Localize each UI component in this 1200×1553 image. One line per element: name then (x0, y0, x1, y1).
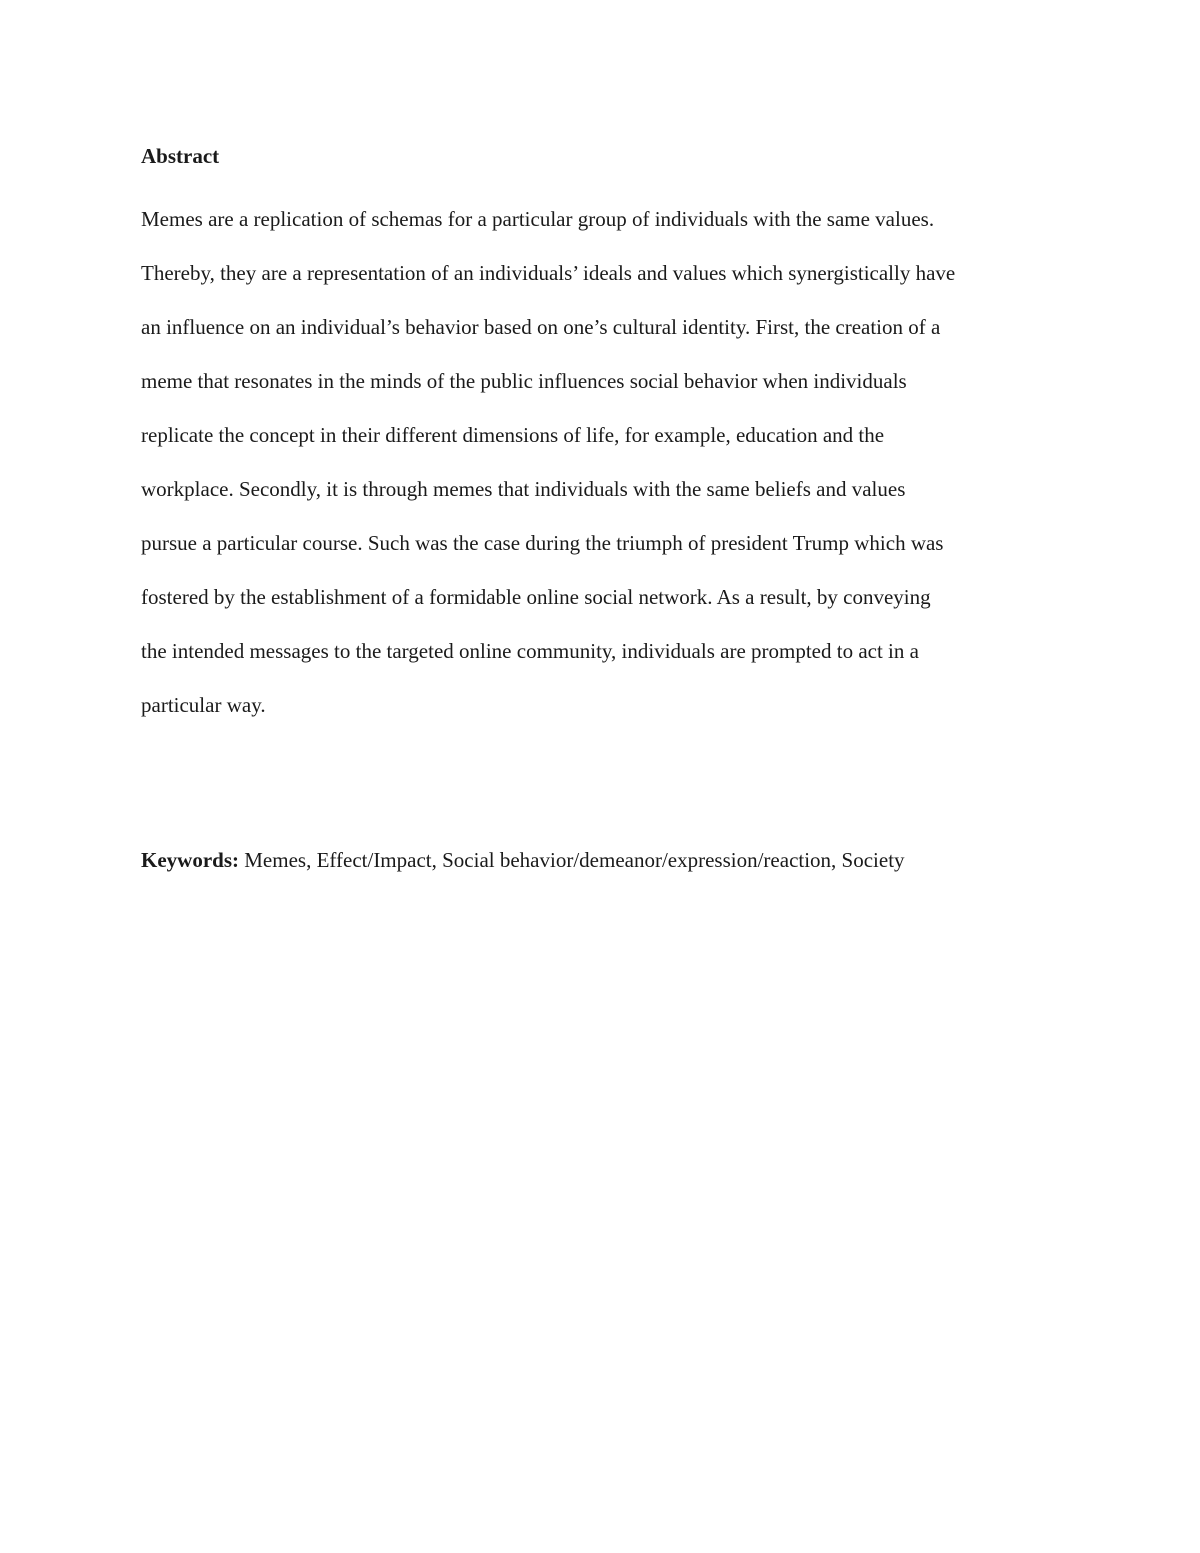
abstract-heading: Abstract (141, 144, 220, 168)
keywords-label: Keywords: (141, 848, 239, 872)
abstract-line: workplace. Secondly, it is through memes that individuals with the same beliefs and values (141, 477, 906, 501)
abstract-line: particular way. (141, 693, 266, 717)
abstract-line: replicate the concept in their different dimensions of life, for example, education and the (141, 423, 885, 447)
document-content (141, 138, 1071, 872)
abstract-line: meme that resonates in the minds of the public influences social behavior when individuals (141, 369, 907, 393)
abstract-line: fostered by the establishment of a formidable online social network. As a result, by conveying (141, 585, 931, 609)
keywords-line (141, 833, 905, 887)
abstract-line: the intended messages to the targeted online community, individuals are prompted to act in a (141, 639, 919, 663)
abstract-paragraph (141, 192, 1071, 732)
abstract-line: Thereby, they are a representation of an individuals’ ideals and values which synergistically have (141, 261, 956, 285)
abstract-line: pursue a particular course. Such was the case during the triumph of president Trump which was (141, 531, 944, 555)
keywords-text: Memes, Effect/Impact, Social behavior/demeanor/expression/reaction, Society (239, 848, 905, 872)
abstract-line: Memes are a replication of schemas for a particular group of individuals with the same values. (141, 207, 935, 231)
abstract-line: an influence on an individual’s behavior based on one’s cultural identity. First, the creation of a (141, 315, 941, 339)
